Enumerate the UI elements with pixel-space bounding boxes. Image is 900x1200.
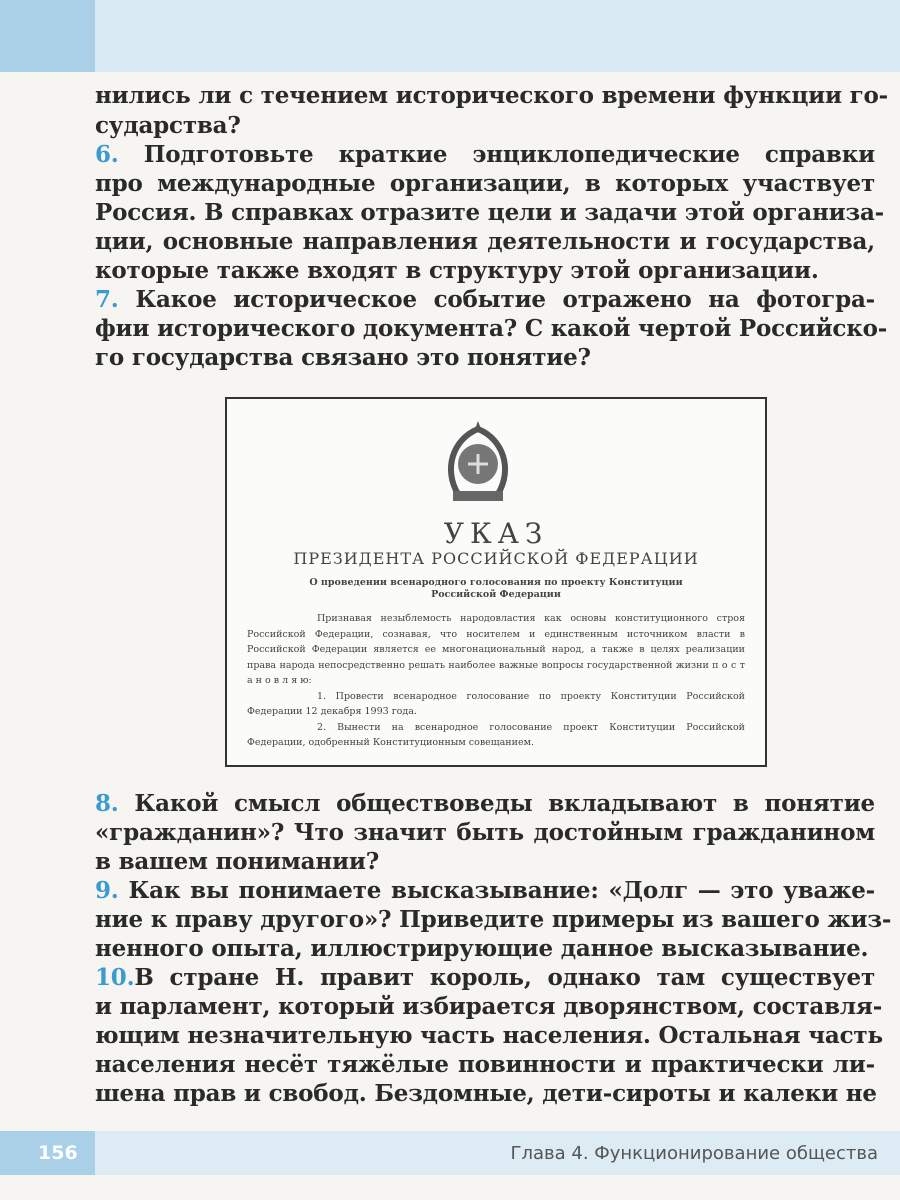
line-text: Россия. В справках отразите цели и задачи этой организа- xyxy=(95,199,884,226)
line-text: которые также входят в структуру этой организации. xyxy=(95,257,819,284)
text-line xyxy=(95,141,875,168)
text-line xyxy=(95,257,875,284)
line-text: ющим незначительную часть населения. Остальная часть xyxy=(95,1022,883,1049)
text-line xyxy=(95,112,875,139)
question-number: 7. xyxy=(95,286,119,313)
line-text: ние к праву другого»? Приведите примеры из вашего жиз- xyxy=(95,906,892,933)
decree-photo xyxy=(225,397,767,767)
text-line xyxy=(95,964,875,991)
page-number: 156 xyxy=(38,1142,78,1164)
decree-paragraph: 2. Вынести на всенародное голосование проект Конституции Российской Федерации, одобренный Конституционным совещанием. xyxy=(247,721,745,748)
line-text: В стране Н. правит король, однако там существует xyxy=(134,964,875,991)
line-text: Какое историческое событие отражено на фотогра- xyxy=(118,286,875,313)
text-line xyxy=(95,906,892,933)
text-line xyxy=(95,935,875,962)
header-block xyxy=(0,0,95,72)
line-text: фии исторического документа? С какой чертой Российско- xyxy=(95,315,888,342)
question-number: 10. xyxy=(95,964,135,991)
question-number: 6. xyxy=(95,141,119,168)
line-text: населения несёт тяжёлые повинности и практически ли- xyxy=(95,1051,875,1078)
text-line xyxy=(95,1022,883,1049)
decree-title: УКАЗ xyxy=(443,517,549,550)
line-text: ции, основные направления деятельности и государства, xyxy=(95,228,875,255)
text-line xyxy=(95,82,889,109)
coat-of-arms-icon xyxy=(433,419,523,509)
text-line xyxy=(95,877,875,904)
line-text: ненного опыта, иллюстрирующие данное высказывание. xyxy=(95,935,869,962)
text-line xyxy=(95,199,884,226)
line-text: сударства? xyxy=(95,112,241,139)
text-line xyxy=(95,848,875,875)
decree-paragraph: Признавая незыблемость народовластия как основы конституционного строя Российской Федерации, сознавая, что носителем и единственным источником власти в Российской Федерации является ее многонациональный народ, а также в целях реализации права народа непосредственно решать наиболее важные вопросы государственной жизни п о с т а н о в л я ю: xyxy=(247,613,745,686)
header-band xyxy=(0,0,900,72)
text-line xyxy=(95,286,875,313)
line-text: го государства связано это понятие? xyxy=(95,344,591,371)
decree-heading: О проведении всенародного голосования по проекту Конституции Российской Федерации xyxy=(309,577,683,600)
line-text: «гражданин»? Что значит быть достойным гражданином xyxy=(95,819,875,846)
line-text: Какой смысл обществоведы вкладывают в понятие xyxy=(118,790,875,817)
question-number: 8. xyxy=(95,790,119,817)
line-text: нились ли с течением исторического времени функции го- xyxy=(95,82,889,109)
text-line xyxy=(95,1051,875,1078)
text-line xyxy=(95,993,883,1020)
decree-subtitle: ПРЕЗИДЕНТА РОССИЙСКОЙ ФЕДЕРАЦИИ xyxy=(293,549,699,568)
decree-body xyxy=(247,611,745,751)
chapter-title: Глава 4. Функционирование общества xyxy=(510,1143,878,1164)
text-line xyxy=(95,315,888,342)
line-text: шена прав и свобод. Бездомные, дети-сироты и калеки не xyxy=(95,1080,877,1107)
text-line xyxy=(95,790,875,817)
text-line xyxy=(95,228,875,255)
question-number: 9. xyxy=(95,877,119,904)
text-line xyxy=(95,170,875,197)
text-line xyxy=(95,344,875,371)
line-text: про международные организации, в которых участвует xyxy=(95,170,875,197)
line-text: и парламент, который избирается дворянством, составля- xyxy=(95,993,883,1020)
line-text: в вашем понимании? xyxy=(95,848,379,875)
decree-paragraph: 1. Провести всенародное голосование по проекту Конституции Российской Федерации 12 декабря 1993 года. xyxy=(247,690,745,717)
text-line xyxy=(95,819,875,846)
line-text: Подготовьте краткие энциклопедические справки xyxy=(118,141,875,168)
line-text: Как вы понимаете высказывание: «Долг — это уваже- xyxy=(118,877,875,904)
text-line xyxy=(95,1080,875,1107)
